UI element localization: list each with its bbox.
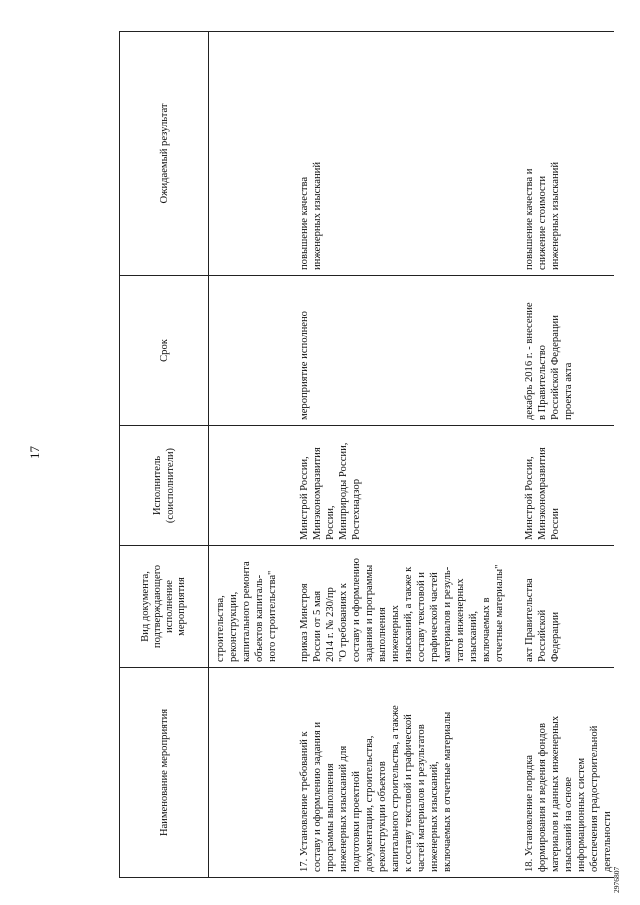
cell-doc-type: строительства, реконструкции, капитального ремонта объектов капиталь- ного строительства" xyxy=(209,546,294,668)
cell-deadline xyxy=(209,276,294,426)
cell-doc-type: акт Правительства Российской Федерации xyxy=(518,546,614,668)
cell-deadline: декабрь 2016 г. - внесение в Правительство Российской Федерации проекта акта xyxy=(518,276,614,426)
cell-name: 17. Установление требований к составу и оформлению задания и программы выполнения инженерных изысканий для подготовки проектной документации, строительства, реконструкции объектов капитального строительства, а также к составу текстовой и графической частей материалов и результатов инженерных изысканий, включаемых в отчетные материалы xyxy=(293,668,518,878)
table-row xyxy=(209,32,294,878)
events-table xyxy=(119,31,614,878)
cell-result: повышение качества инженерных изысканий xyxy=(293,32,518,276)
header-executor: Исполнитель (соисполнители) xyxy=(120,426,209,546)
cell-deadline: мероприятие исполнено xyxy=(293,276,518,426)
cell-result xyxy=(209,32,294,276)
cell-executor: Минстрой России, Минэкономразвития России, Минприроды России, Ростехнадзор xyxy=(293,426,518,546)
header-deadline: Срок xyxy=(120,276,209,426)
cell-name xyxy=(209,668,294,878)
header-doc-type: Вид документа, подтверждающего исполнение мероприятия xyxy=(120,546,209,668)
header-name: Наименование мероприятия xyxy=(120,668,209,878)
table-row xyxy=(518,32,614,878)
cell-name: 18. Установление порядка формирования и ведения фондов материалов и данных инженерных изысканий на основе информационных систем обеспечения градостроительной деятельности xyxy=(518,668,614,878)
page-number: 17 xyxy=(27,446,42,459)
table-header-row xyxy=(120,32,209,878)
cell-executor: Минстрой России, Минэкономразвития России xyxy=(518,426,614,546)
document-code: 2976807 xyxy=(612,866,621,893)
cell-doc-type: приказ Минстроя России от 5 мая 2014 г. № 230/пр "О требованиях к составу и оформлению задания и программы выполнения инженерных изысканий, а также к составу текстовой и графической частей материалов и резуль- татов инженерных изысканий, включаемых в отчетные материалы" xyxy=(293,546,518,668)
cell-executor xyxy=(209,426,294,546)
cell-result: повышение качества и снижение стоимости инженерных изысканий xyxy=(518,32,614,276)
table-row xyxy=(293,32,518,878)
header-result: Ожидаемый результат xyxy=(120,32,209,276)
